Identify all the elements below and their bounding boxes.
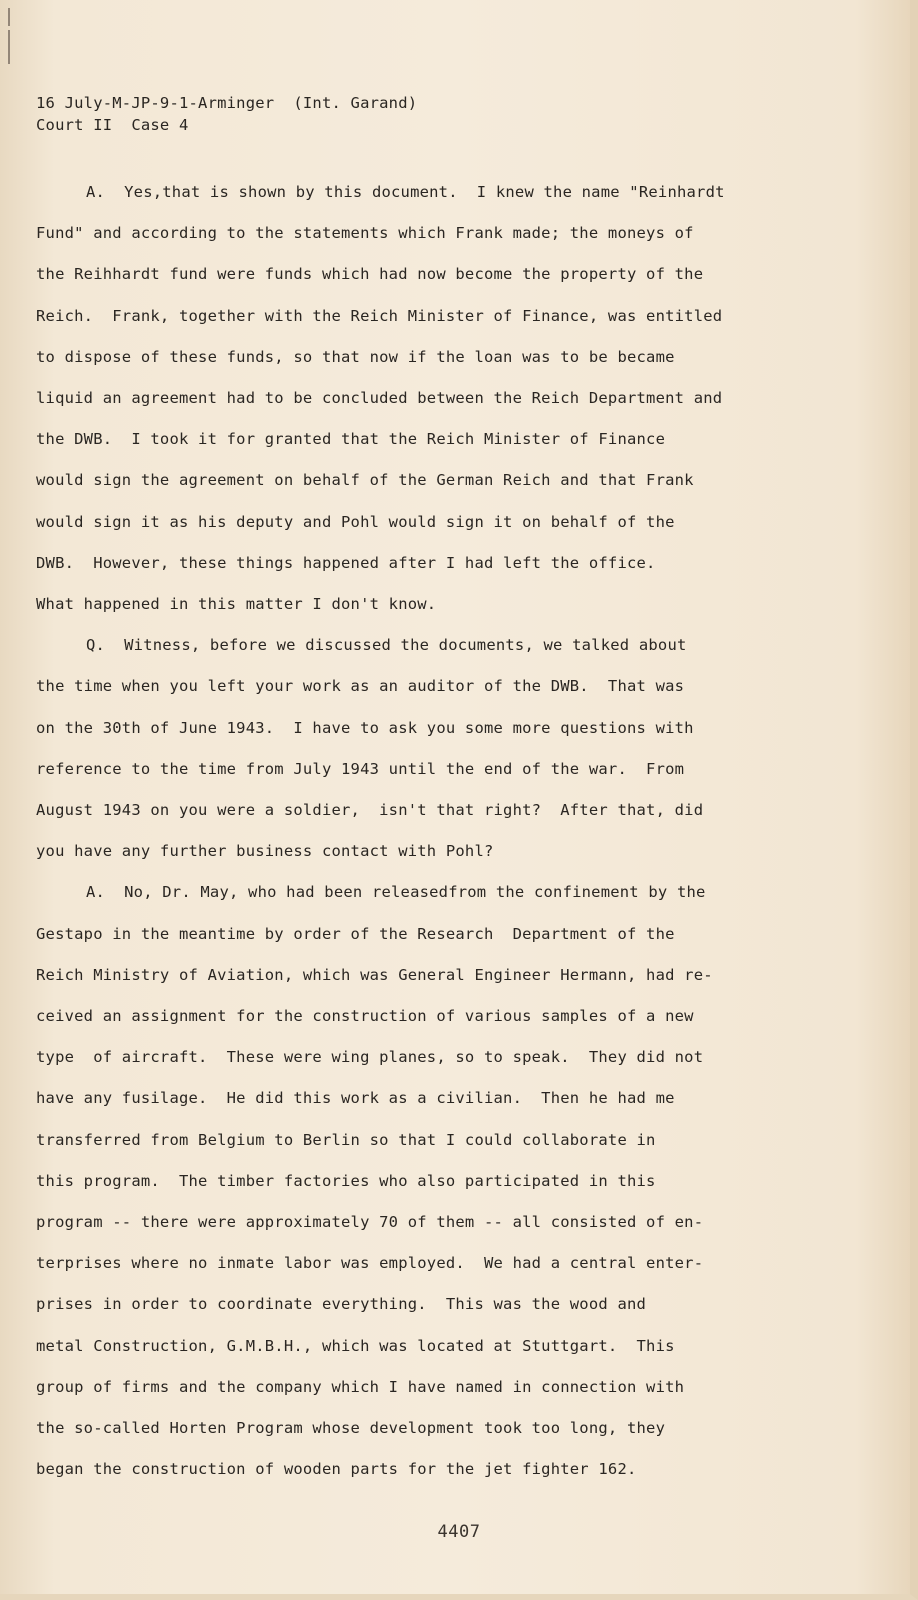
- text-line: ceived an assignment for the construction of various samples of a new: [36, 1007, 694, 1026]
- text-line: began the construction of wooden parts for the jet fighter 162.: [36, 1460, 637, 1479]
- text-line: reference to the time from July 1943 until the end of the war. From: [36, 759, 685, 778]
- text-line: August 1943 on you were a soldier, isn't that right? After that, did: [36, 801, 704, 820]
- text-line: this program. The timber factories who also participated in this: [36, 1171, 656, 1190]
- text-line: metal Construction, G.M.B.H., which was located at Stuttgart. This: [36, 1336, 675, 1355]
- text-line: DWB. However, these things happened after I had left the office.: [36, 553, 656, 572]
- text-line: would sign the agreement on behalf of the German Reich and that Frank: [36, 471, 694, 490]
- binding-mark: [8, 8, 10, 26]
- text-line: would sign it as his deputy and Pohl would sign it on behalf of the: [36, 512, 675, 531]
- text-line: the Reihhardt fund were funds which had now become the property of the: [36, 265, 704, 284]
- document-header: [36, 92, 816, 136]
- text-line: to dispose of these funds, so that now if the loan was to be became: [36, 347, 675, 366]
- binding-mark: [8, 30, 10, 64]
- text-line: transferred from Belgium to Berlin so that I could collaborate in: [36, 1130, 656, 1149]
- text-line: have any fusilage. He did this work as a civilian. Then he had me: [36, 1089, 675, 1108]
- text-line: prises in order to coordinate everything. This was the wood and: [36, 1295, 647, 1314]
- text-line: A. Yes,that is shown by this document. I knew the name "Reinhardt: [86, 183, 725, 201]
- text-line: group of firms and the company which I have named in connection with: [36, 1377, 685, 1396]
- testimony-paragraph-answer-2: [36, 872, 816, 1490]
- text-line: A. No, Dr. May, who had been releasedfrom the confinement by the: [86, 883, 706, 902]
- text-line: the DWB. I took it for granted that the Reich Minister of Finance: [36, 430, 666, 449]
- page-number: 4407: [437, 1522, 481, 1542]
- text-line: program -- there were approximately 70 of them -- all consisted of en-: [36, 1213, 704, 1232]
- text-line: the time when you left your work as an auditor of the DWB. That was: [36, 677, 685, 696]
- header-line-court: Court II Case 4: [36, 116, 189, 134]
- text-line: Reich Ministry of Aviation, which was General Engineer Hermann, had re-: [36, 965, 713, 984]
- document-text: [36, 92, 816, 1491]
- text-line: Fund" and according to the statements which Frank made; the moneys of: [36, 224, 694, 243]
- text-line: the so-called Horten Program whose development took too long, they: [36, 1419, 666, 1438]
- text-line: Q. Witness, before we discussed the documents, we talked about: [86, 636, 687, 655]
- testimony-paragraph-question: [36, 625, 816, 872]
- text-line: Gestapo in the meantime by order of the Research Department of the: [36, 924, 675, 943]
- text-line: terprises where no inmate labor was employed. We had a central enter-: [36, 1254, 704, 1273]
- testimony-paragraph-answer-1: [36, 172, 816, 625]
- header-line-case-reference: 16 July-M-JP-9-1-Arminger (Int. Garand): [36, 94, 418, 112]
- text-line: on the 30th of June 1943. I have to ask you some more questions with: [36, 718, 694, 737]
- text-line: type of aircraft. These were wing planes, so to speak. They did not: [36, 1048, 704, 1067]
- text-line: you have any further business contact with Pohl?: [36, 842, 494, 861]
- text-line: Reich. Frank, together with the Reich Minister of Finance, was entitled: [36, 306, 723, 325]
- text-line: liquid an agreement had to be concluded between the Reich Department and: [36, 389, 723, 408]
- text-line: What happened in this matter I don't know.: [36, 595, 437, 614]
